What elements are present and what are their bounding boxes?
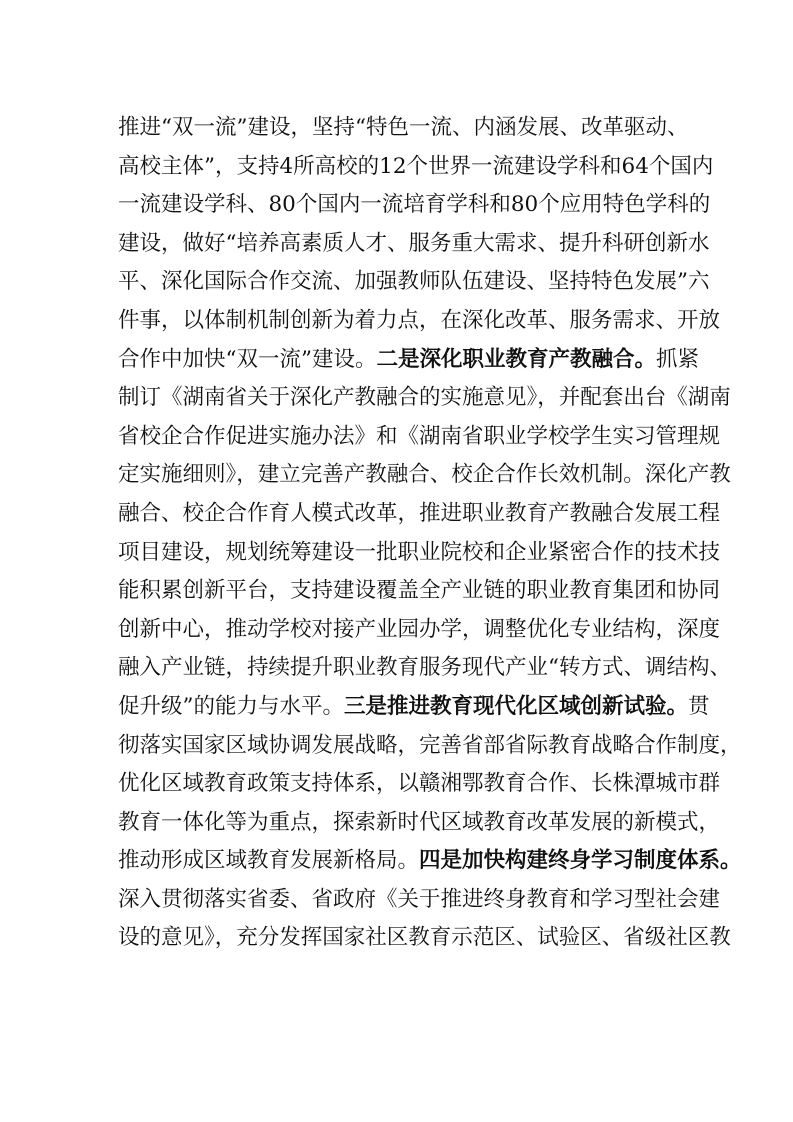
- body-text-segment: 贯: [688, 693, 710, 719]
- body-text-segment: 合作中加快“双一流”建设。: [118, 346, 377, 372]
- body-text-segment: 设的意见》，充分发挥国家社区教育示范区、试验区、省级社区教: [118, 925, 731, 951]
- text-line: [118, 919, 731, 958]
- body-text-segment: 推动形成区域教育发展新格局。: [118, 848, 420, 874]
- bold-heading-text: 四是加快构建终身学习制度体系。: [419, 848, 742, 874]
- text-line: [118, 842, 742, 881]
- text-line: [118, 572, 721, 611]
- body-text-segment: 抓紧: [656, 346, 700, 372]
- body-paragraph: [118, 109, 742, 958]
- text-line: [118, 456, 731, 495]
- body-text-segment: 制订《湖南省关于深化产教融合的实施意见》，并配套出台《湖南: [118, 385, 731, 411]
- text-line: [118, 804, 721, 843]
- text-line: [118, 263, 710, 302]
- text-line: [118, 495, 721, 534]
- text-line: [118, 534, 721, 573]
- text-line: [118, 688, 710, 727]
- text-line: [118, 379, 731, 418]
- text-line: [118, 186, 711, 225]
- text-line: [118, 109, 689, 148]
- body-text-segment: 定实施细则》，建立完善产教融合、校企合作长效机制。深化产教: [118, 462, 731, 488]
- text-line: [118, 881, 721, 920]
- text-line: [118, 727, 742, 766]
- body-text-segment: 促升级”的能力与水平。: [118, 693, 344, 719]
- text-line: [118, 148, 714, 187]
- text-line: [118, 765, 721, 804]
- body-text-segment: 优化区域教育政策支持体系，以赣湘鄂教育合作、长株潭城市群: [118, 771, 721, 797]
- body-text-segment: 彻落实国家区域协调发展战略，完善省部省际教育战略合作制度，: [118, 732, 742, 758]
- body-text-segment: 省校企合作促进实施办法》和《湖南省职业学校学生实习管理规: [118, 423, 721, 449]
- body-text-segment: 深入贯彻落实省委、省政府《关于推进终身教育和学习型社会建: [118, 886, 721, 912]
- text-line: [118, 341, 700, 380]
- body-text-segment: 能积累创新平台，支持建设覆盖全产业链的职业教育集团和协同: [118, 578, 721, 604]
- body-text-segment: 教育一体化等为重点，探索新时代区域教育改革发展的新模式，: [118, 809, 721, 835]
- body-text-segment: 推进“双一流”建设，坚持“特色一流、内涵发展、改革驱动、: [118, 115, 689, 140]
- body-text-segment: 平、深化国际合作交流、加强教师队伍建设、坚持特色发展”六: [118, 269, 710, 295]
- body-text-segment: 创新中心，推动学校对接产业园办学，调整优化专业结构，深度: [118, 616, 721, 642]
- bold-heading-text: 三是推进教育现代化区域创新试验。: [344, 693, 689, 719]
- text-line: [118, 418, 721, 457]
- bold-heading-text: 二是深化职业教育产教融合。: [376, 346, 656, 372]
- body-text-segment: 融合、校企合作育人模式改革，推进职业教育产教融合发展工程: [118, 500, 721, 526]
- body-text-segment: 高校主体”，支持4所高校的12个世界一流建设学科和64个国内: [118, 153, 714, 179]
- body-text-segment: 件事，以体制机制创新为着力点，在深化改革、服务需求、开放: [118, 307, 721, 333]
- body-text-segment: 融入产业链，持续提升职业教育服务现代产业“转方式、调结构、: [118, 655, 731, 681]
- text-line: [118, 302, 721, 341]
- body-text-segment: 项目建设，规划统筹建设一批职业院校和企业紧密合作的技术技: [118, 539, 721, 565]
- text-line: [118, 225, 710, 264]
- text-line: [118, 611, 721, 650]
- body-text-segment: 一流建设学科、80个国内一流培育学科和80个应用特色学科的: [118, 192, 711, 218]
- body-text-segment: 建设，做好“培养高素质人才、服务重大需求、提升科研创新水: [118, 230, 710, 256]
- text-line: [118, 649, 731, 688]
